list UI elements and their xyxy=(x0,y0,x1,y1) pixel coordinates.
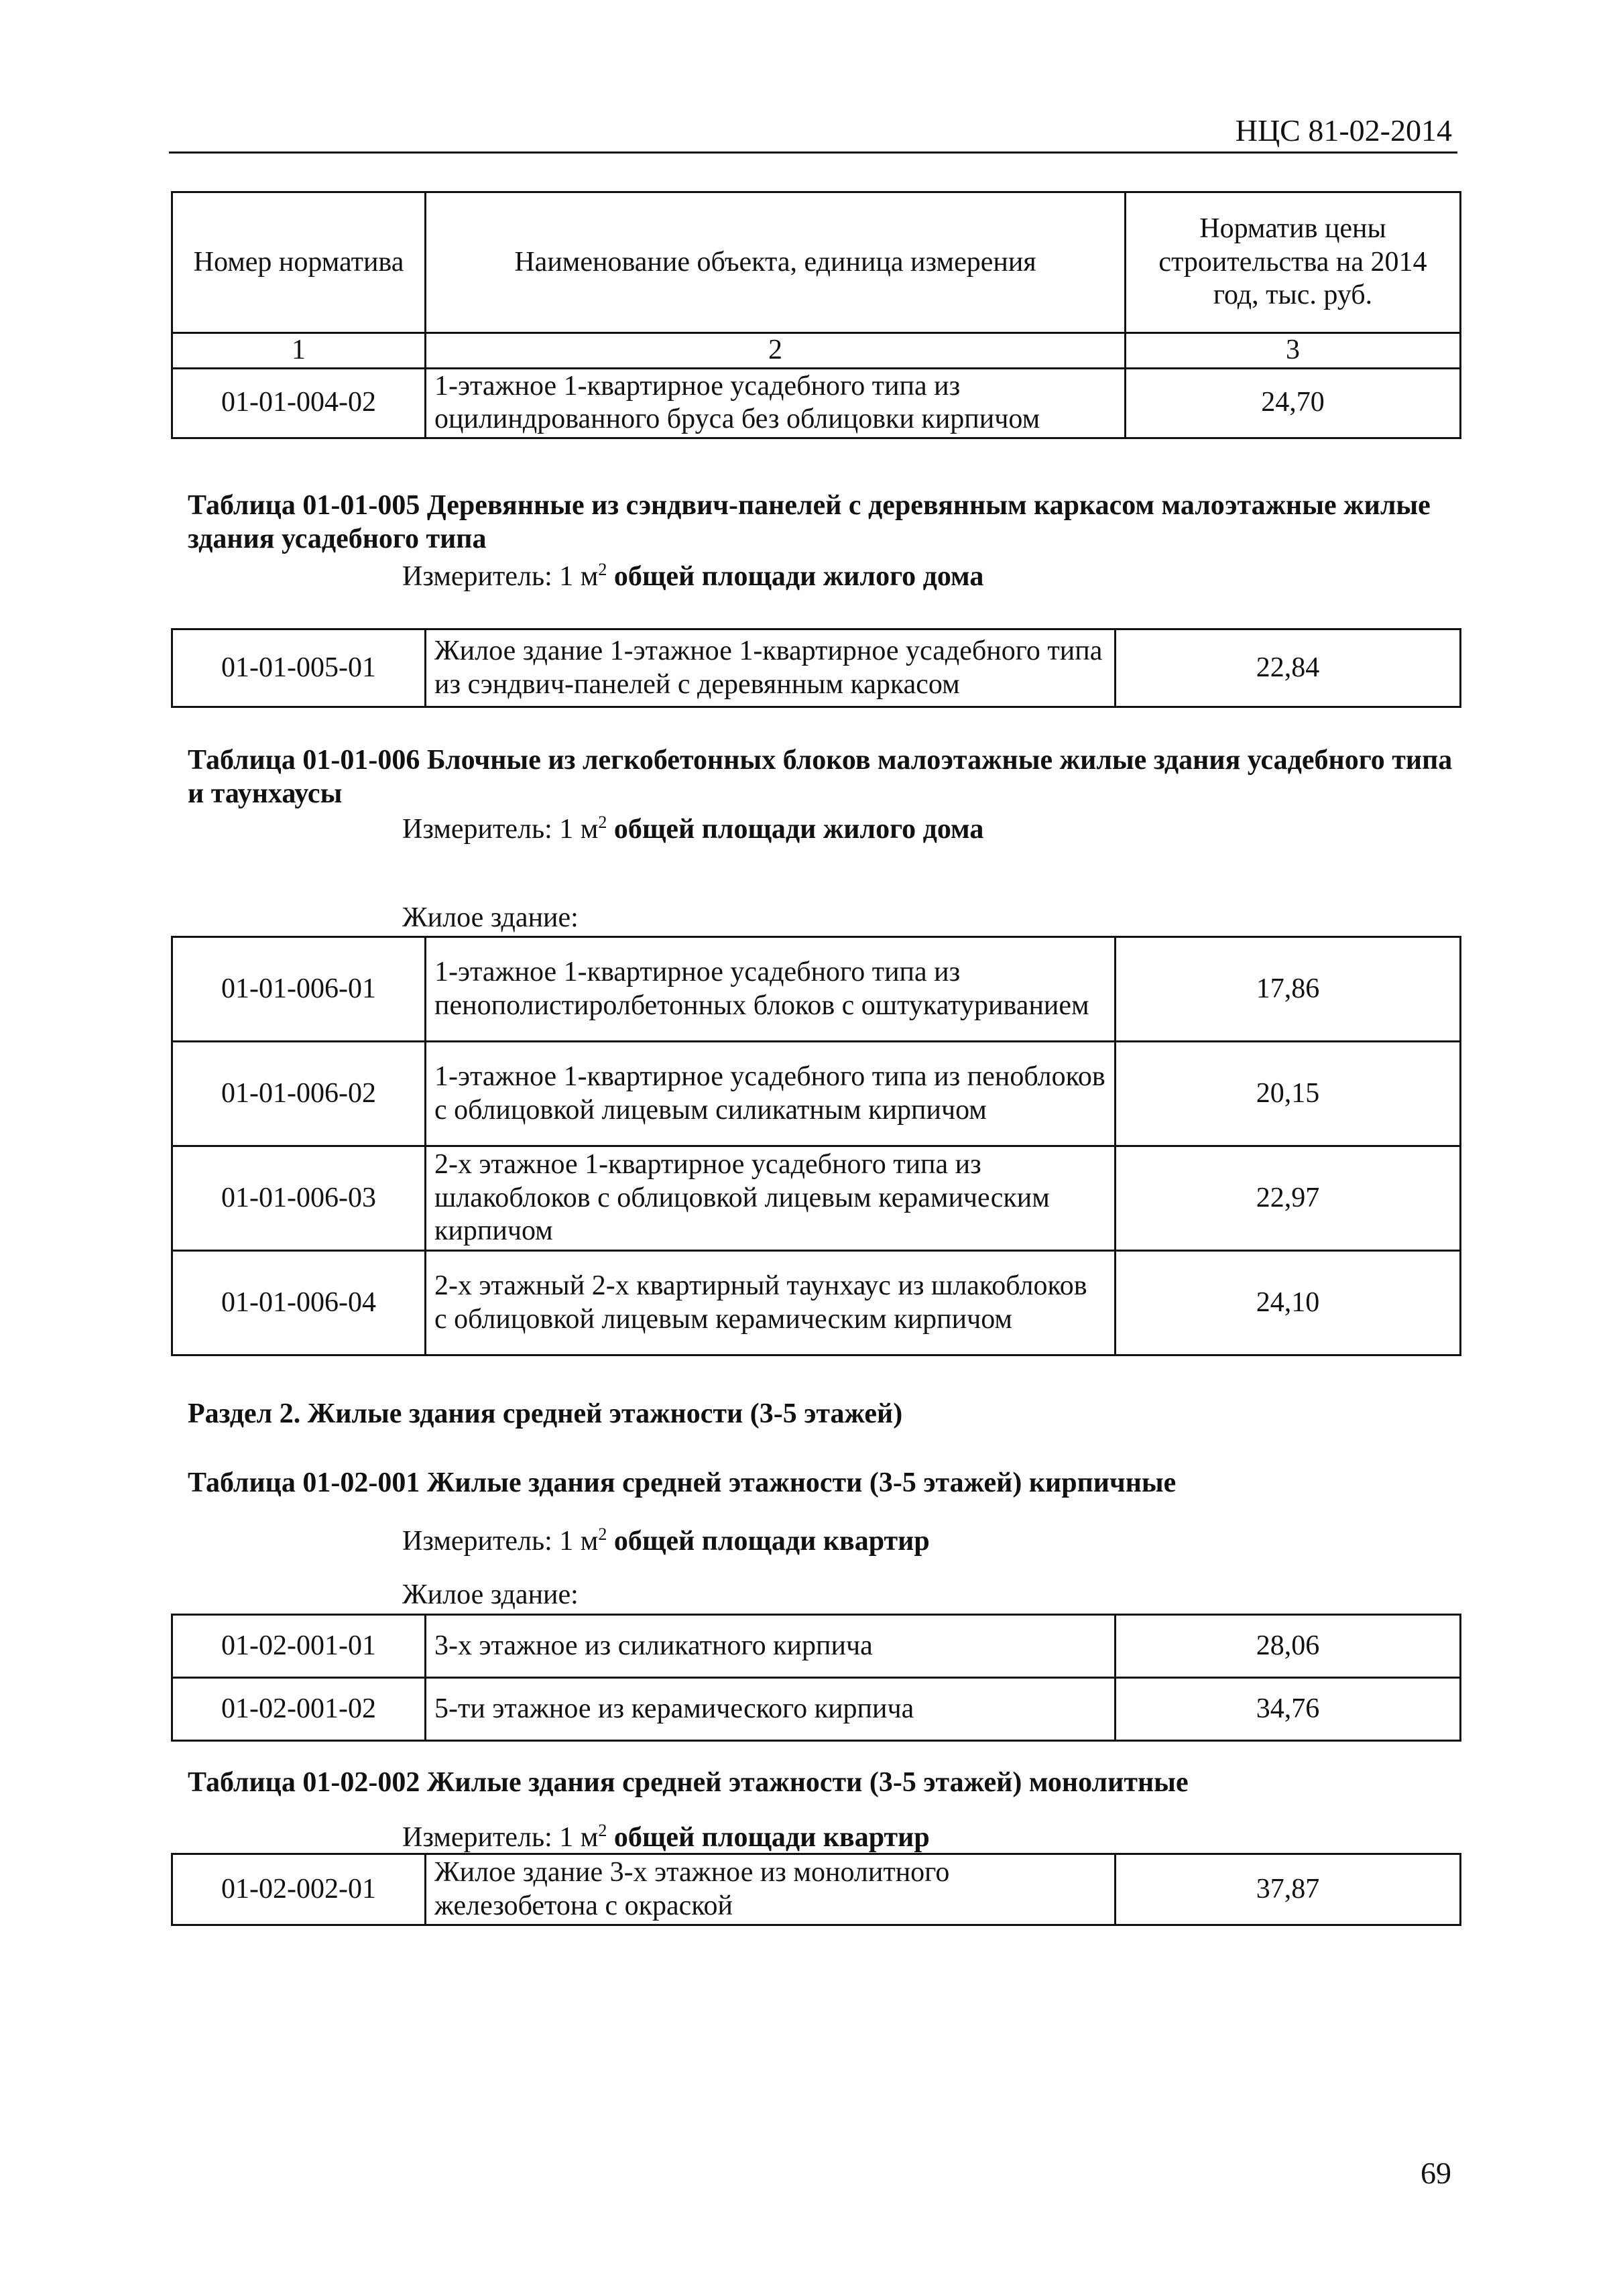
table-201 xyxy=(171,1614,1461,1742)
table-caption: Таблица 01-01-005 Деревянные из сэндвич-панелей с деревянным каркасом малоэтажные жилые здания усадебного типа xyxy=(188,490,1431,554)
object-name: 1-этажное 1-квартирное усадебного типа из пеноблоков с облицовкой лицевым силикатным кирпичом xyxy=(426,1042,1116,1146)
object-name: Жилое здание 1-этажное 1-квартирное усадебного типа из сэндвич-панелей с деревянным каркасом xyxy=(426,629,1116,707)
norm-code: 01-01-006-04 xyxy=(172,1251,426,1355)
table-caption: Таблица 01-01-006 Блочные из легкобетонных блоков малоэтажные жилые здания усадебного типа и таунхаусы xyxy=(188,745,1453,809)
table-caption: Таблица 01-02-001 Жилые здания средней этажности (3-5 этажей) кирпичные xyxy=(188,1467,1177,1498)
header-cell: Номер норматива xyxy=(172,192,426,333)
norm-code: 01-01-004-02 xyxy=(172,368,426,438)
norm-price: 24,10 xyxy=(1116,1251,1461,1355)
meter-label: Измеритель: 1 $м^2$ общей площади жилого дома xyxy=(402,812,984,845)
norm-code: 01-02-001-01 xyxy=(172,1615,426,1678)
norm-price: 22,84 xyxy=(1116,629,1461,707)
object-name: Жилое здание 3-х этажное из монолитного железобетона с окраской xyxy=(426,1854,1116,1925)
object-name: 3-х этажное из силикатного кирпича xyxy=(426,1615,1116,1678)
norm-price: 28,06 xyxy=(1116,1615,1461,1678)
table-caption: Таблица 01-02-002 Жилые здания средней этажности (3-5 этажей) монолитные xyxy=(188,1767,1189,1798)
norm-price: 34,76 xyxy=(1116,1678,1461,1741)
table-row xyxy=(172,1146,1461,1251)
object-name: 1-этажное 1-квартирное усадебного типа из пенополистиролбетонных блоков с оштукатуриванием xyxy=(426,937,1116,1042)
norm-code: 01-01-006-01 xyxy=(172,937,426,1042)
index-cell: 3 xyxy=(1126,333,1461,369)
object-name: 5-ти этажное из керамического кирпича xyxy=(426,1678,1116,1741)
norm-code: 01-01-006-02 xyxy=(172,1042,426,1146)
table-row xyxy=(172,1678,1461,1741)
section-title: Раздел 2. Жилые здания средней этажности (3-5 этажей) xyxy=(188,1398,903,1429)
table-row xyxy=(172,937,1461,1042)
sub-heading: Жилое здание: xyxy=(402,1579,579,1610)
norm-code: 01-01-005-01 xyxy=(172,629,426,707)
norm-price: 17,86 xyxy=(1116,937,1461,1042)
norm-code: 01-02-002-01 xyxy=(172,1854,426,1925)
table-005 xyxy=(171,628,1461,708)
table-row xyxy=(172,1854,1461,1925)
norm-code: 01-02-001-02 xyxy=(172,1678,426,1741)
header-cell: Наименование объекта, единица измерения xyxy=(426,192,1126,333)
table-row xyxy=(172,1042,1461,1146)
meter-label: Измеритель: 1 $м^2$ общей площади жилого дома xyxy=(402,560,984,592)
header-cell: Норматив цены строительства на 2014 год, тыс. руб. xyxy=(1126,192,1461,333)
index-cell: 1 xyxy=(172,333,426,369)
index-cell: 2 xyxy=(426,333,1126,369)
table-row xyxy=(172,1251,1461,1355)
norm-price: 24,70 xyxy=(1126,368,1461,438)
norm-price: 37,87 xyxy=(1116,1854,1461,1925)
object-name: 2-х этажный 2-х квартирный таунхаус из шлакоблоков с облицовкой лицевым керамическим кирпичом xyxy=(426,1251,1116,1355)
meter-label: Измеритель: 1 $м^2$ общей площади квартир xyxy=(402,1821,930,1853)
document-code: НЦС 81-02-2014 xyxy=(1235,113,1452,147)
meter-label: Измеритель: 1 $м^2$ общей площади квартир xyxy=(402,1524,930,1557)
norm-price: 20,15 xyxy=(1116,1042,1461,1146)
page-number: 69 xyxy=(1421,2156,1451,2190)
table-006 xyxy=(171,936,1461,1356)
table-row xyxy=(172,368,1461,438)
norm-code: 01-01-006-03 xyxy=(172,1146,426,1251)
table-index-row xyxy=(172,333,1461,369)
table-header-row xyxy=(172,192,1461,333)
sub-heading: Жилое здание: xyxy=(402,902,579,933)
table-row xyxy=(172,629,1461,707)
object-name: 2-х этажное 1-квартирное усадебного типа из шлакоблоков с облицовкой лицевым керамическим кирпичом xyxy=(426,1146,1116,1251)
header-rule xyxy=(169,152,1457,154)
table-202 xyxy=(171,1853,1461,1926)
norm-price: 22,97 xyxy=(1116,1146,1461,1251)
object-name: 1-этажное 1-квартирное усадебного типа из оцилиндрованного бруса без облицовки кирпичом xyxy=(426,368,1126,438)
table-top xyxy=(171,191,1461,439)
table-row xyxy=(172,1615,1461,1678)
